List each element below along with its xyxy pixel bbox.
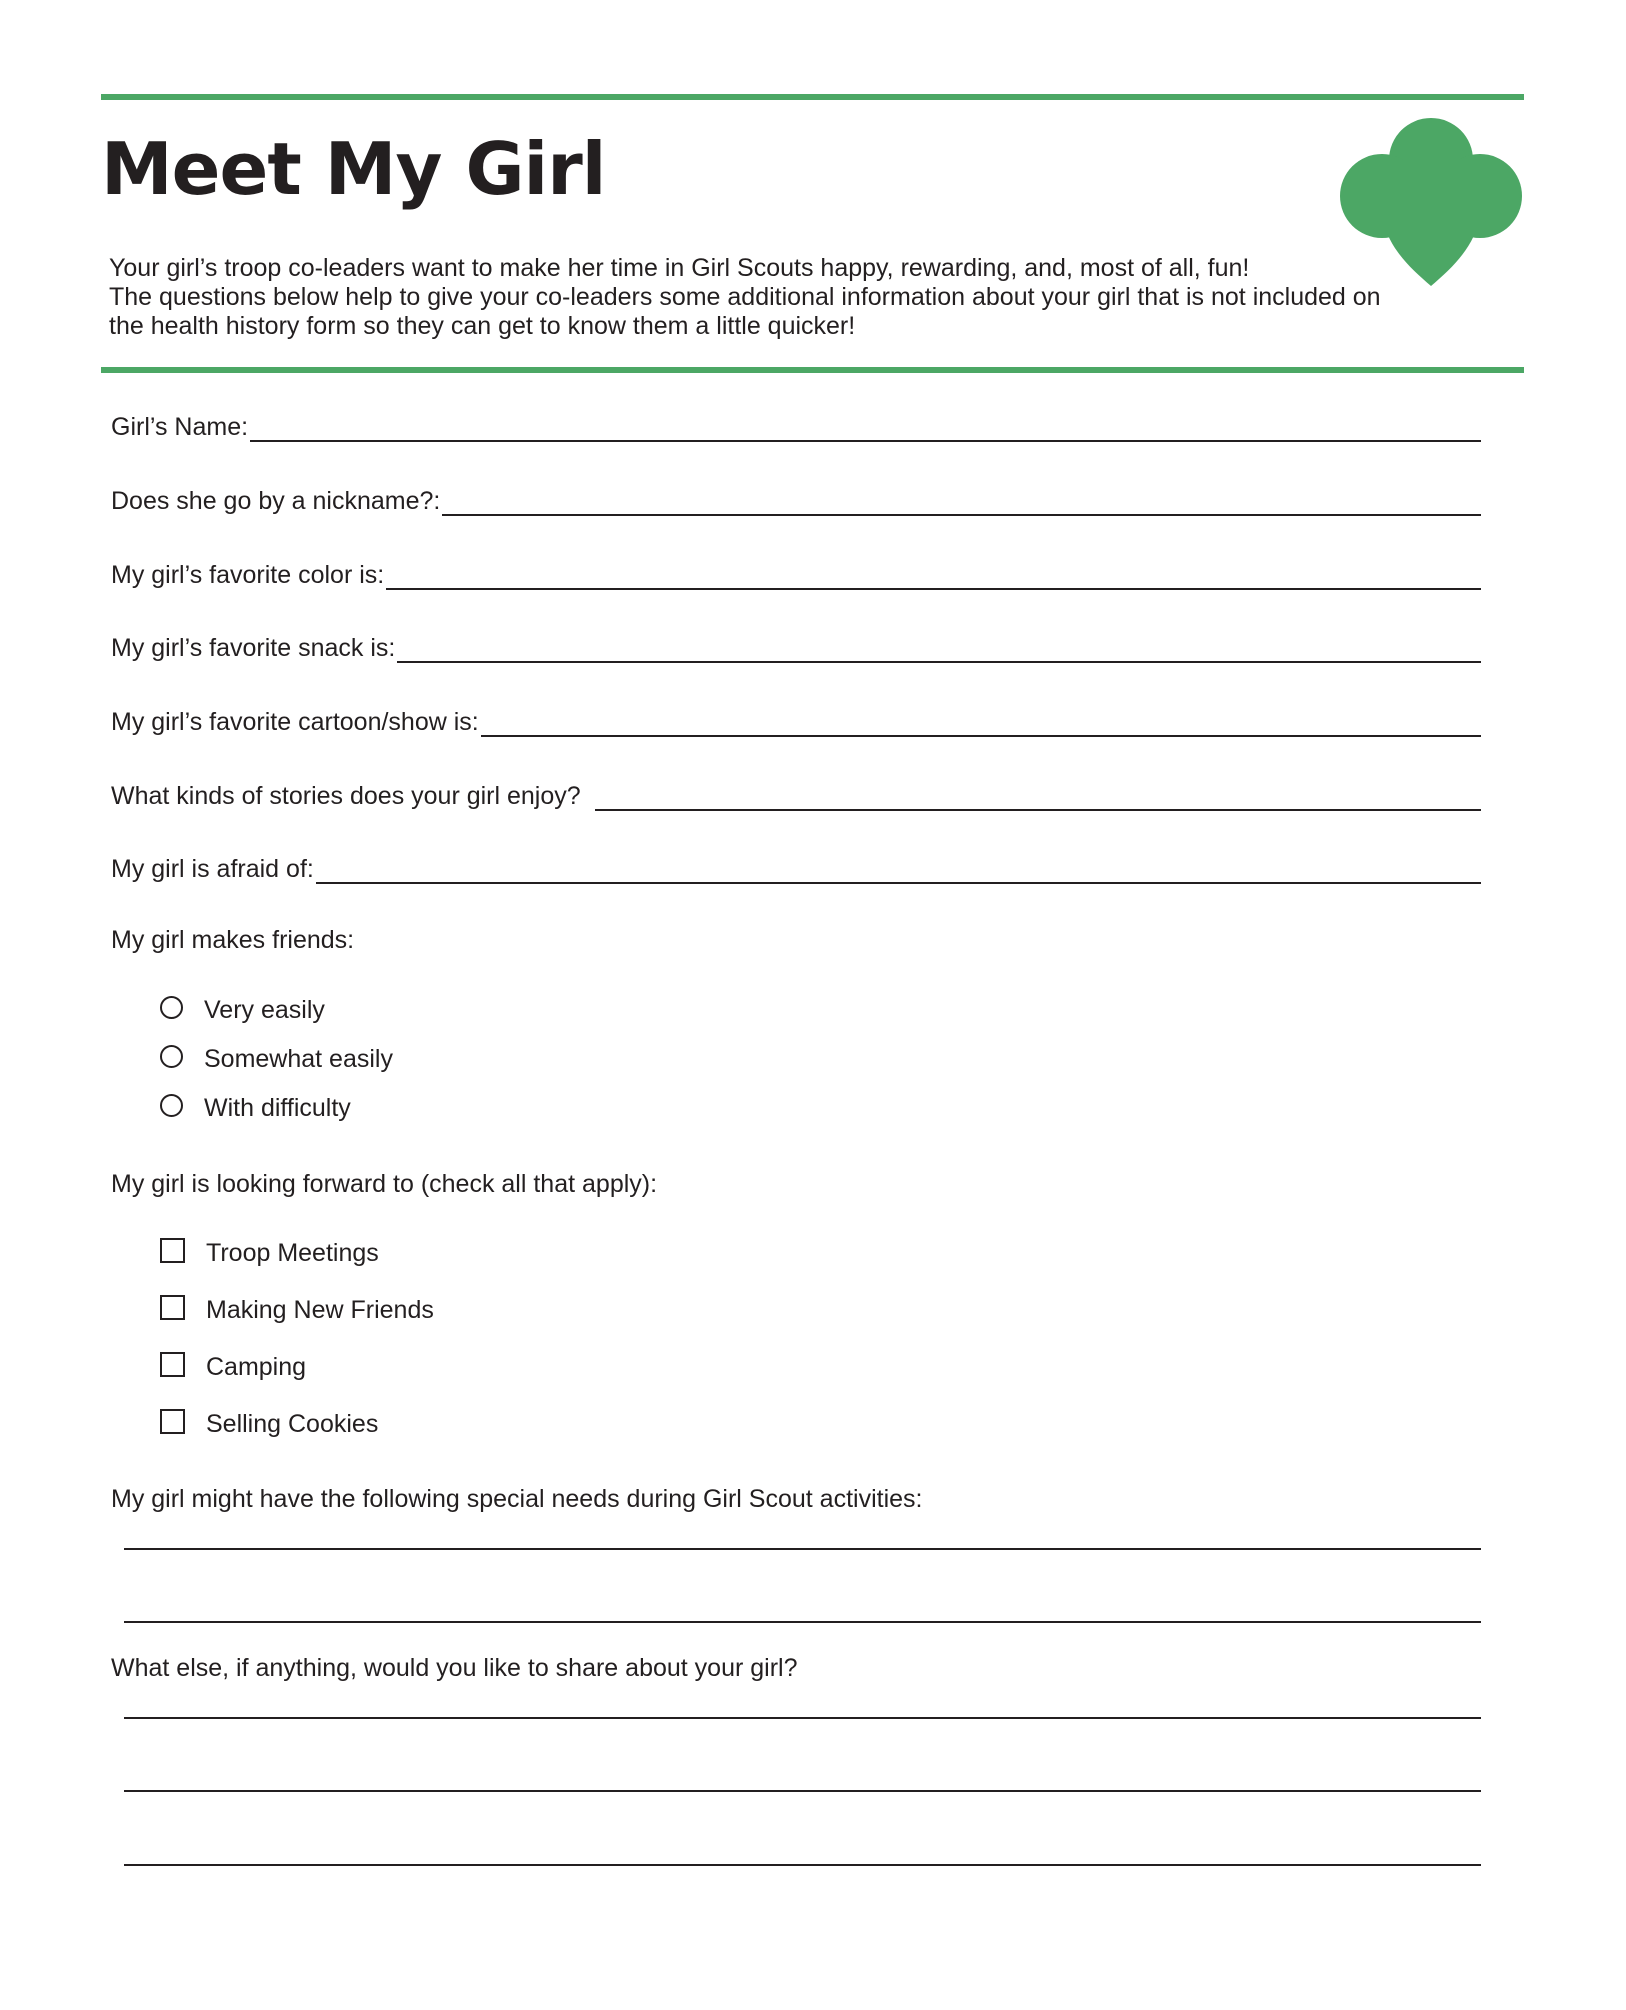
girls-name-field: [111, 406, 1481, 442]
share-line-3[interactable]: [124, 1864, 1481, 1866]
favorite-show-field: [111, 701, 1481, 737]
afraid-of-field: [111, 848, 1481, 884]
forward-option-label: Selling Cookies: [206, 1409, 379, 1438]
nickname-label: Does she go by a nickname?:: [111, 487, 441, 515]
checkbox-icon[interactable]: [160, 1238, 185, 1263]
forward-option-label: Camping: [206, 1352, 307, 1381]
checkbox-icon[interactable]: [160, 1352, 185, 1377]
share-line-2[interactable]: [124, 1790, 1481, 1792]
special-needs-line-2[interactable]: [124, 1621, 1481, 1623]
favorite-show-input[interactable]: [481, 713, 1481, 737]
header-bottom-rule: [101, 367, 1524, 373]
page-title: Meet My Girl: [101, 127, 606, 211]
special-needs-question: My girl might have the following special needs during Girl Scout activities:: [111, 1485, 923, 1513]
nickname-input[interactable]: [442, 492, 1481, 516]
intro-paragraph: [109, 254, 1529, 341]
friends-option-1[interactable]: [160, 994, 325, 1026]
forward-option-2[interactable]: [160, 1294, 434, 1326]
radio-button-icon[interactable]: [160, 1045, 183, 1068]
stories-field: [111, 775, 1481, 811]
makes-friends-question: My girl makes friends:: [111, 926, 355, 954]
forward-option-4[interactable]: [160, 1408, 378, 1440]
radio-button-icon[interactable]: [160, 1094, 183, 1117]
favorite-snack-label: My girl’s favorite snack is:: [111, 634, 396, 662]
friends-option-label: Very easily: [204, 995, 325, 1024]
favorite-show-label: My girl’s favorite cartoon/show is:: [111, 708, 479, 736]
forward-option-label: Troop Meetings: [206, 1238, 379, 1267]
checkbox-icon[interactable]: [160, 1295, 185, 1320]
favorite-color-input[interactable]: [386, 566, 1481, 590]
share-line-1[interactable]: [124, 1717, 1481, 1719]
friends-option-label: With difficulty: [204, 1093, 351, 1122]
favorite-snack-field: [111, 627, 1481, 663]
forward-option-label: Making New Friends: [206, 1295, 434, 1324]
favorite-color-label: My girl’s favorite color is:: [111, 561, 385, 589]
checkbox-icon[interactable]: [160, 1409, 185, 1434]
friends-option-2[interactable]: [160, 1043, 393, 1075]
intro-line-1: Your girl’s troop co-leaders want to make her time in Girl Scouts happy, rewarding, and, most of all, fun!: [109, 254, 1250, 282]
share-question: What else, if anything, would you like to share about your girl?: [111, 1654, 798, 1682]
intro-line-2: The questions below help to give your co-leaders some additional information about your girl that is not included on: [109, 283, 1381, 311]
forward-option-3[interactable]: [160, 1351, 306, 1383]
afraid-of-input[interactable]: [316, 860, 1481, 884]
stories-label: What kinds of stories does your girl enjoy?: [111, 782, 581, 810]
girls-name-label: Girl’s Name:: [111, 413, 249, 441]
stories-input[interactable]: [595, 787, 1481, 811]
intro-line-3: the health history form so they can get to know them a little quicker!: [109, 312, 856, 340]
special-needs-line-1[interactable]: [124, 1548, 1481, 1550]
friends-option-3[interactable]: [160, 1092, 351, 1124]
header-top-rule: [101, 94, 1524, 100]
afraid-of-label: My girl is afraid of:: [111, 855, 314, 883]
looking-forward-question: My girl is looking forward to (check all that apply):: [111, 1170, 658, 1198]
nickname-field: [111, 480, 1481, 516]
forward-option-1[interactable]: [160, 1237, 379, 1269]
favorite-color-field: [111, 554, 1481, 590]
girls-name-input[interactable]: [250, 418, 1481, 442]
friends-option-label: Somewhat easily: [204, 1044, 393, 1073]
radio-button-icon[interactable]: [160, 996, 183, 1019]
favorite-snack-input[interactable]: [397, 639, 1481, 663]
